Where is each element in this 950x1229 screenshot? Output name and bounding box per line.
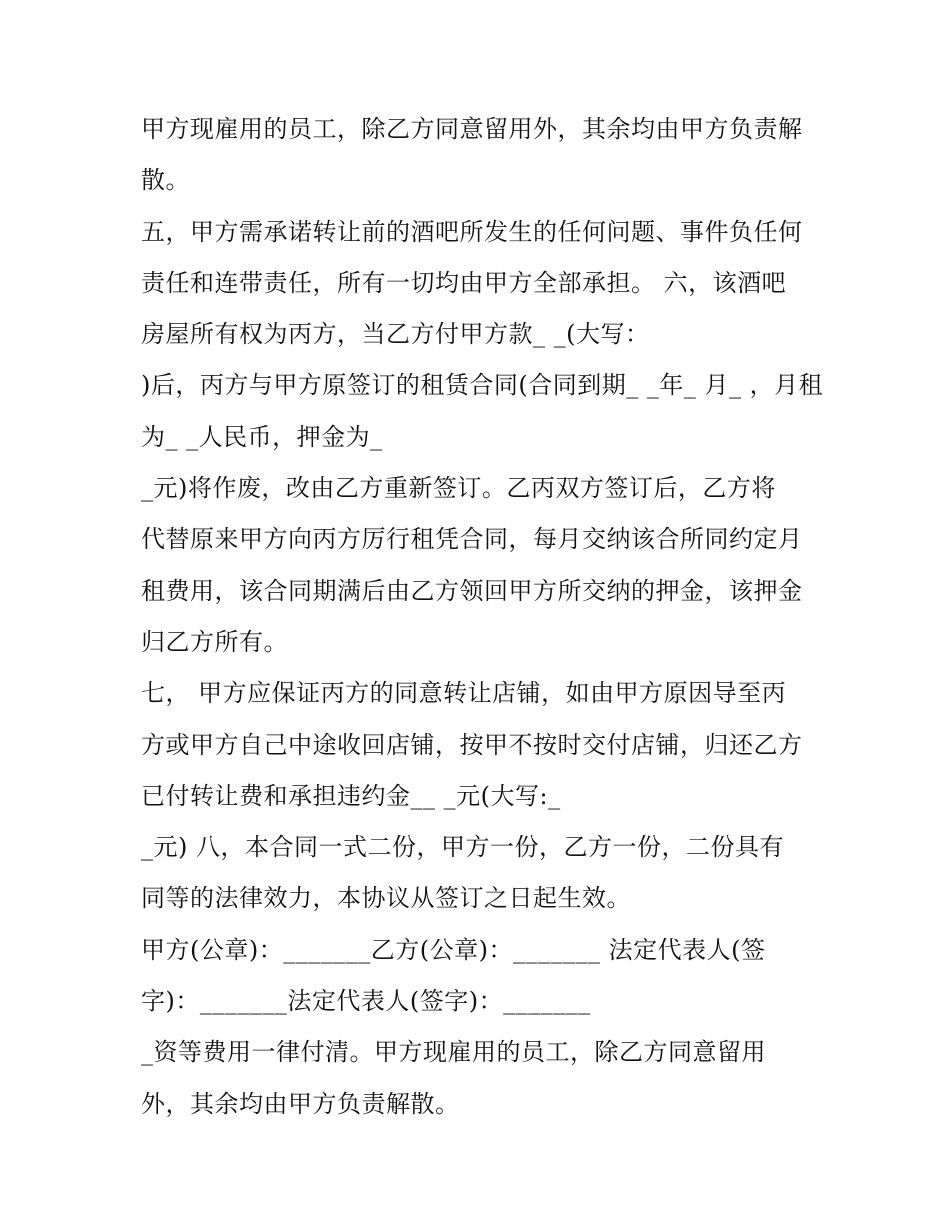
- text-line: 租费用，该合同期满后由乙方领回甲方所交纳的押金，该押金: [141, 576, 803, 605]
- text-line: 七， 甲方应保证丙方的同意转让店铺，如由甲方原因导至丙: [141, 679, 787, 708]
- text-line: )后，丙方与甲方原签订的租赁合同(合同到期_ _年_ 月_ ，月租: [141, 371, 824, 400]
- text-line: _元)将作废，改由乙方重新签订。乙丙双方签订后，乙方将: [141, 474, 776, 503]
- text-line: _元) 八，本合同一式二份，甲方一份，乙方一份，二份具有: [141, 833, 784, 862]
- text-line: _资等费用一律付清。甲方现雇用的员工，除乙方同意留用: [141, 1038, 766, 1067]
- text-line: 外，其余均由甲方负责解散。: [141, 1089, 460, 1118]
- signature-line: 字)：_______法定代表人(签字)：_______: [141, 987, 591, 1016]
- text-line: 同等的法律效力，本协议从签订之日起生效。: [141, 884, 631, 913]
- contract-text: [141, 104, 824, 1130]
- signature-line: 甲方(公章)：_______乙方(公章)：_______ 法定代表人(签: [141, 935, 766, 964]
- text-line: 散。: [141, 166, 190, 195]
- text-line: 已付转让费和承担违约金__ _元(大写:_: [141, 781, 561, 810]
- text-line: 方或甲方自己中途收回店铺，按甲不按时交付店铺，归还乙方: [141, 730, 803, 759]
- text-line: 代替原来甲方向丙方厉行租凭合同，每月交纳该合所同约定月: [141, 525, 803, 554]
- text-line: 甲方现雇用的员工，除乙方同意留用外，其余均由甲方负责解: [141, 115, 803, 143]
- text-line: 为_ _人民币，押金为_: [141, 422, 383, 451]
- text-line: 责任和连带责任，所有一切均由甲方全部承担。 六，该酒吧: [141, 268, 787, 297]
- text-line: 归乙方所有。: [141, 627, 288, 656]
- text-line: 五，甲方需承诺转让前的酒吧所发生的任何问题、事件负任何: [141, 217, 803, 246]
- text-line: 房屋所有权为丙方，当乙方付甲方款_ _(大写：: [141, 320, 650, 349]
